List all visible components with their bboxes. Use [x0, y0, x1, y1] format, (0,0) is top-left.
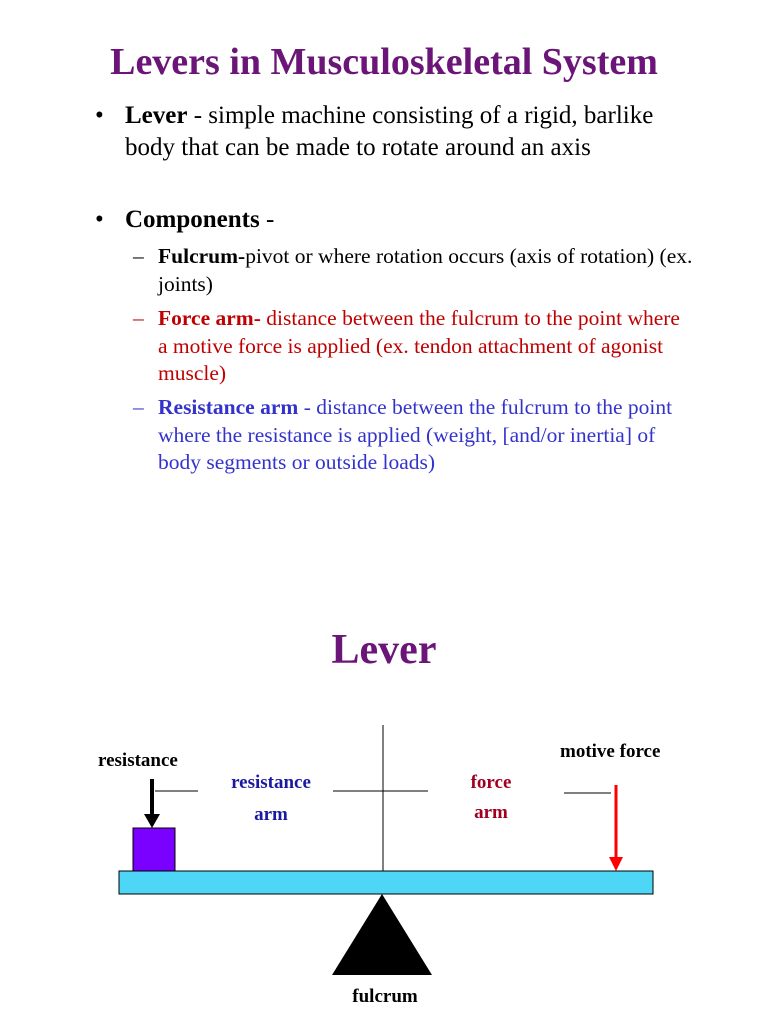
subitem-force-arm [133, 305, 693, 388]
fulcrum-triangle [332, 894, 432, 975]
lever-beam [119, 871, 653, 894]
force-arm-label-2: arm [474, 802, 508, 823]
dash: – [133, 395, 144, 419]
bullet-lever [95, 100, 695, 164]
subitem-text: distance between the fulcrum to the point where a motive force is applied (ex. tendon attachment of agonist muscle) [158, 306, 680, 385]
red-down-arrow-icon [609, 785, 623, 871]
bullet-dot: • [95, 206, 104, 233]
lever-diagram [0, 700, 768, 1024]
resistance-weight [133, 828, 175, 871]
motive-force-label: motive force [560, 741, 661, 762]
bullet-term: Lever [125, 102, 188, 129]
resistance-arm-label-2: arm [254, 804, 288, 825]
subitem-text: pivot or where rotation occurs (axis of rotation) (ex. joints) [158, 244, 693, 296]
down-arrow-icon [144, 779, 160, 828]
resistance-label: resistance [98, 750, 178, 771]
bullet-dot: • [95, 102, 104, 129]
subitem-term: Resistance arm [158, 395, 299, 419]
dash: – [133, 244, 144, 268]
fulcrum-label: fulcrum [352, 986, 418, 1007]
bullet-term: Components [125, 206, 260, 233]
dash: – [133, 306, 144, 330]
subitem-fulcrum [133, 243, 693, 298]
bullet-text: - simple machine consisting of a rigid, barlike body that can be made to rotate around an axis [125, 102, 654, 161]
bullet-text: - [259, 206, 275, 233]
subitem-term: Fulcrum- [158, 244, 246, 268]
subitem-term: Force arm- [158, 306, 261, 330]
subitem-resistance-arm [133, 394, 693, 477]
subitem-text: - distance between the fulcrum to the point where the resistance is applied (weight, [and/or inertia] of body segments or outside loads) [158, 395, 673, 474]
lever-title: Lever [331, 627, 437, 673]
resistance-arm-label-1: resistance [231, 772, 311, 793]
slide-title: Levers in Musculoskeletal System [110, 41, 658, 83]
bullet-components [95, 204, 695, 236]
force-arm-label-1: force [470, 772, 512, 793]
